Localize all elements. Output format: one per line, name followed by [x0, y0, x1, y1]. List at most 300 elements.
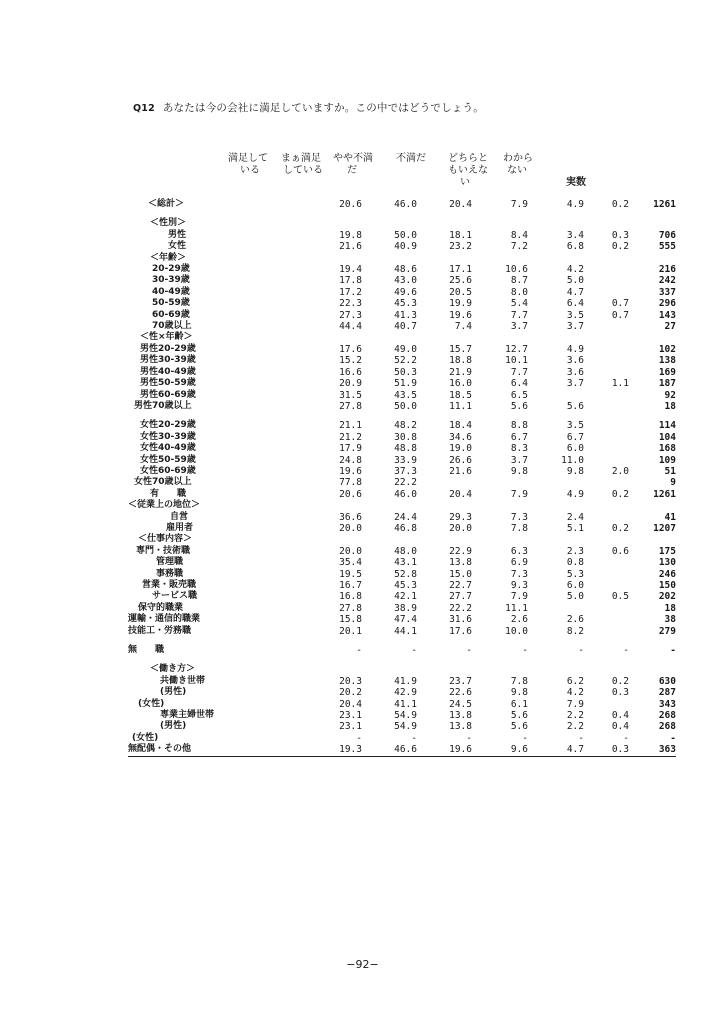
cell-value: [275, 218, 362, 229]
cell-value: 23.7: [449, 675, 472, 687]
row-label: 女性20-29歳: [140, 420, 196, 431]
cell-value: 48.6: [394, 264, 417, 276]
row-label: (男性): [160, 721, 187, 732]
cell-value: 6.8: [566, 241, 584, 253]
cell-value: 20.0: [339, 522, 362, 534]
cell-value: 10.0: [505, 625, 528, 637]
cell-value: -: [466, 645, 472, 657]
cell-value: 2.6: [566, 614, 584, 626]
cell-value: 3.7: [566, 321, 584, 333]
table-row: [128, 344, 676, 355]
table-row: [128, 626, 676, 637]
cell-value: [275, 332, 362, 343]
cell-value: 43.5: [394, 389, 417, 401]
cell-value: 6.4: [566, 298, 584, 310]
cell-value: 0.7: [611, 298, 629, 310]
row-label: 40-49歳: [152, 286, 190, 297]
cell-value: 15.0: [449, 568, 472, 580]
question-body: あなたは今の会社に満足していますか。この中ではどうでしょう。: [162, 102, 484, 114]
cell-value: [584, 477, 629, 488]
cell-count: 202: [658, 591, 676, 603]
spacer-row: [128, 412, 676, 420]
cell-value: 6.7: [566, 431, 584, 443]
cell-value: 7.9: [566, 698, 584, 710]
cell-value: [584, 432, 629, 443]
cell-value: 19.4: [339, 264, 362, 276]
cell-value: [528, 218, 584, 229]
cell-value: 7.7: [510, 366, 528, 378]
cell-count: [629, 534, 676, 545]
cell-value: 4.7: [528, 744, 584, 756]
row-label: 70歳以上: [152, 321, 192, 332]
cell-value: -: [522, 732, 528, 744]
cell-count: 337: [658, 286, 676, 298]
cell-count: 168: [658, 443, 676, 455]
cell-value: [472, 500, 528, 511]
cell-count: 706: [658, 229, 676, 241]
cell-value: 21.6: [339, 241, 362, 253]
cell-value: [584, 603, 629, 614]
cell-count: 150: [658, 580, 676, 591]
cell-value: [584, 664, 629, 675]
cell-value: 3.5: [566, 309, 584, 321]
table-row: [128, 489, 676, 500]
table-row: [128, 569, 676, 580]
cell-value: 20.1: [339, 625, 362, 637]
row-label: 専業主婦世帯: [160, 710, 215, 721]
cell-value: 19.8: [339, 229, 362, 241]
cell-count: [629, 218, 676, 229]
cell-value: -: [411, 645, 417, 657]
cell-value: 3.4: [566, 229, 584, 241]
cell-value: 9.8: [510, 465, 528, 477]
cell-count: 187: [658, 378, 676, 390]
table-row: [128, 310, 676, 321]
cell-value: 46.0: [394, 199, 417, 210]
cell-value: [417, 332, 472, 343]
cell-value: 22.2: [449, 602, 472, 614]
table-row: [128, 264, 676, 275]
cell-value: 77.8: [339, 477, 362, 489]
table-row: [128, 733, 676, 744]
cell-value: 24.5: [449, 698, 472, 710]
cell-value: [275, 664, 362, 675]
cell-value: 8.2: [566, 625, 584, 637]
row-label: 男性70歳以上: [134, 400, 192, 411]
cell-value: [584, 332, 629, 343]
row-label: 専門・技術職: [136, 545, 191, 556]
cell-value: 42.9: [394, 687, 417, 699]
cell-value: 20.4: [339, 698, 362, 710]
cell-value: 4.9: [566, 199, 584, 210]
cell-value: 6.2: [566, 675, 584, 687]
cell-value: 6.9: [510, 557, 528, 569]
cell-value: 0.4: [611, 710, 629, 722]
row-label: 管理職: [156, 557, 184, 568]
cell-value: [584, 420, 629, 431]
cell-value: 1.1: [611, 378, 629, 390]
cell-value: [528, 253, 584, 264]
table-row: [128, 676, 676, 687]
cell-value: 16.7: [339, 580, 362, 591]
cell-count: [629, 253, 676, 264]
cell-value: 48.0: [394, 545, 417, 557]
cell-value: 41.3: [394, 309, 417, 321]
cell-count: 18: [664, 400, 676, 412]
cell-value: 0.5: [611, 591, 629, 603]
cell-value: [528, 603, 584, 614]
cell-value: 18.5: [449, 389, 472, 401]
cell-value: 7.8: [510, 522, 528, 534]
cell-value: -: [578, 645, 584, 657]
spacer-row: [128, 656, 676, 664]
cell-value: 40.9: [394, 241, 417, 253]
cell-value: 6.4: [510, 378, 528, 390]
cell-value: 5.4: [510, 298, 528, 310]
cell-value: 48.2: [394, 420, 417, 432]
row-label: 運輸・通信的職業: [128, 614, 201, 625]
table-row: [128, 321, 676, 332]
header-col-neither: どちらと もいえな い: [448, 153, 488, 188]
cell-value: [584, 512, 629, 523]
cell-count: 130: [658, 557, 676, 569]
cell-value: 0.2: [611, 488, 629, 500]
cell-value: 16.6: [339, 366, 362, 378]
cell-value: 31.5: [339, 389, 362, 401]
cell-count: 18: [664, 602, 676, 614]
question-text: [133, 100, 484, 115]
table-row: [128, 275, 676, 286]
cell-value: 13.8: [449, 710, 472, 722]
cell-value: [584, 344, 629, 355]
cell-value: [472, 477, 528, 488]
cell-value: [584, 275, 629, 286]
cell-value: [584, 569, 629, 580]
cell-value: 50.0: [394, 400, 417, 412]
cell-count: 143: [658, 309, 676, 321]
row-label: 男性50-59歳: [140, 378, 196, 389]
cell-value: 7.3: [510, 568, 528, 580]
cell-value: 3.7: [510, 454, 528, 466]
cell-value: 7.9: [510, 199, 528, 210]
cell-value: 0.8: [566, 557, 584, 569]
cell-value: 27.3: [339, 309, 362, 321]
table-row: [128, 477, 676, 488]
cell-value: [362, 534, 417, 545]
row-label: ＜従業上の地位＞: [128, 500, 201, 511]
cell-value: 9.3: [510, 580, 528, 591]
cell-value: 45.3: [394, 580, 417, 591]
cell-value: 9.8: [510, 687, 528, 699]
cell-value: 15.8: [339, 614, 362, 626]
cell-value: [417, 477, 472, 488]
cell-value: 3.6: [566, 355, 584, 367]
cell-value: 5.1: [566, 522, 584, 534]
satisfaction-table: [128, 199, 676, 757]
table-row: [128, 355, 676, 366]
cell-count: 279: [658, 625, 676, 637]
cell-value: 7.3: [510, 511, 528, 523]
cell-value: 2.2: [566, 710, 584, 722]
cell-value: 22.9: [449, 545, 472, 557]
cell-value: 22.2: [394, 477, 417, 489]
row-label: 事務職: [156, 568, 184, 579]
cell-value: 29.3: [449, 511, 472, 523]
cell-value: 20.0: [449, 522, 472, 534]
row-label: 男性20-29歳: [140, 343, 196, 354]
cell-value: [472, 253, 528, 264]
row-label: ＜年齢＞: [150, 252, 187, 263]
cell-value: 51.9: [394, 378, 417, 390]
cell-value: 4.2: [566, 264, 584, 276]
table-row: [128, 523, 676, 534]
row-label: 女性50-59歳: [140, 454, 196, 465]
cell-value: 7.2: [510, 241, 528, 253]
cell-count: 343: [658, 698, 676, 710]
cell-value: 4.2: [566, 687, 584, 699]
cell-value: 17.6: [339, 343, 362, 355]
cell-value: 16.8: [339, 591, 362, 603]
cell-value: [584, 557, 629, 568]
cell-value: 35.4: [339, 557, 362, 569]
cell-value: 2.6: [510, 614, 528, 626]
cell-value: 16.0: [449, 378, 472, 390]
table-row: [128, 420, 676, 431]
table-row: [128, 390, 676, 401]
row-label: 女性: [168, 241, 187, 252]
cell-value: 11.0: [561, 454, 584, 466]
cell-value: 34.6: [449, 431, 472, 443]
cell-value: 2.3: [566, 545, 584, 557]
row-label: (女性): [138, 698, 165, 709]
cell-value: 19.6: [339, 465, 362, 477]
row-label: 雇用者: [166, 522, 194, 533]
cell-value: 8.0: [510, 286, 528, 298]
row-label: 共働き世帯: [160, 675, 206, 686]
cell-value: 5.6: [566, 400, 584, 412]
cell-value: 46.6: [362, 744, 417, 756]
cell-value: 27.7: [449, 591, 472, 603]
cell-value: [584, 264, 629, 275]
cell-value: [362, 253, 417, 264]
row-label: 20-29歳: [152, 264, 190, 275]
cell-count: 296: [658, 298, 676, 310]
cell-value: 8.4: [510, 229, 528, 241]
cell-value: [362, 664, 417, 675]
cell-value: 3.6: [566, 366, 584, 378]
table-row: [128, 401, 676, 412]
cell-value: 36.6: [339, 511, 362, 523]
cell-value: 13.8: [449, 721, 472, 733]
cell-value: 8.8: [510, 420, 528, 432]
row-label: 女性60-69歳: [140, 465, 196, 476]
cell-count: 287: [658, 687, 676, 699]
cell-value: 30.8: [394, 431, 417, 443]
cell-value: 45.3: [394, 298, 417, 310]
cell-value: [584, 253, 629, 264]
table-row: [128, 241, 676, 252]
cell-value: [362, 500, 417, 511]
table-row: [128, 432, 676, 443]
cell-count: 102: [658, 343, 676, 355]
cell-value: 43.1: [394, 557, 417, 569]
row-label: ＜性×年齢＞: [140, 332, 193, 343]
table-row: [128, 710, 676, 721]
cell-value: 23.2: [449, 241, 472, 253]
cell-value: 38.9: [394, 602, 417, 614]
cell-value: [528, 332, 584, 343]
cell-value: 46.8: [394, 522, 417, 534]
row-label: (女性): [132, 732, 159, 743]
cell-value: 3.5: [566, 420, 584, 432]
cell-value: [584, 355, 629, 366]
row-label: 30-39歳: [152, 275, 190, 286]
cell-value: 41.9: [394, 675, 417, 687]
cell-value: 12.7: [505, 343, 528, 355]
row-label: 保守的職業: [138, 602, 184, 613]
cell-value: 19.3: [275, 744, 362, 756]
cell-value: 4.7: [566, 286, 584, 298]
cell-value: 20.9: [339, 378, 362, 390]
cell-value: 7.8: [510, 675, 528, 687]
cell-count: 38: [664, 614, 676, 626]
cell-value: [417, 218, 472, 229]
cell-count: 138: [658, 355, 676, 367]
row-label: 女性30-39歳: [140, 431, 196, 442]
cell-value: 8.3: [510, 443, 528, 455]
cell-value: 4.9: [566, 488, 584, 500]
cell-value: 15.2: [339, 355, 362, 367]
cell-value: 11.1: [505, 602, 528, 614]
cell-value: 52.2: [394, 355, 417, 367]
table-row: [128, 664, 676, 675]
cell-value: 17.1: [449, 264, 472, 276]
header-col-dont-know: わから ない: [503, 153, 533, 176]
table-row: [128, 721, 676, 732]
cell-value: 23.1: [339, 710, 362, 722]
table-row: [128, 466, 676, 477]
cell-count: 363: [629, 744, 676, 756]
cell-value: [584, 699, 629, 710]
cell-value: 49.0: [394, 343, 417, 355]
table-row: [128, 512, 676, 523]
cell-value: 18.4: [449, 420, 472, 432]
table-body: [128, 199, 676, 756]
row-label: 無配偶・その他: [128, 744, 275, 756]
cell-value: [528, 477, 584, 488]
cell-value: [528, 500, 584, 511]
table-row: [128, 218, 676, 229]
cell-value: 21.9: [449, 366, 472, 378]
cell-value: 17.6: [449, 625, 472, 637]
cell-value: 22.3: [339, 298, 362, 310]
cell-value: 0.2: [611, 675, 629, 687]
cell-value: [584, 443, 629, 454]
cell-count: 1261: [653, 199, 676, 210]
cell-value: 17.2: [339, 286, 362, 298]
cell-value: [417, 534, 472, 545]
cell-value: 2.2: [566, 721, 584, 733]
cell-value: 0.2: [611, 241, 629, 253]
cell-value: 22.6: [449, 687, 472, 699]
row-label: 50-59歳: [152, 298, 190, 309]
cell-value: 50.3: [394, 366, 417, 378]
row-label: サービス職: [152, 591, 198, 602]
header-col-somewhat-dissatisfied: やや不満 だ: [333, 153, 373, 176]
table-row: [128, 614, 676, 625]
cell-count: 9: [670, 477, 676, 489]
cell-count: 630: [658, 675, 676, 687]
cell-value: [584, 367, 629, 378]
table-row: [128, 645, 676, 656]
cell-value: 8.7: [510, 275, 528, 287]
cell-value: 20.2: [339, 687, 362, 699]
table-row: [128, 378, 676, 389]
table-row: [128, 253, 676, 264]
cell-value: 44.1: [394, 625, 417, 637]
cell-value: 18.8: [449, 355, 472, 367]
cell-value: [472, 332, 528, 343]
row-label: 男性60-69歳: [140, 389, 196, 400]
cell-value: 46.0: [394, 488, 417, 500]
cell-value: 10.1: [505, 355, 528, 367]
cell-value: 21.2: [339, 431, 362, 443]
cell-value: -: [623, 645, 629, 657]
cell-value: [528, 664, 584, 675]
cell-value: 41.1: [394, 698, 417, 710]
row-label: ＜仕事内容＞: [138, 534, 193, 545]
cell-value: [417, 253, 472, 264]
cell-value: 20.3: [339, 675, 362, 687]
table-row: [128, 367, 676, 378]
cell-value: 6.7: [510, 431, 528, 443]
cell-value: 49.6: [394, 286, 417, 298]
spacer-row: [128, 210, 676, 218]
cell-value: 21.1: [339, 420, 362, 432]
cell-value: 15.7: [449, 343, 472, 355]
cell-value: 18.1: [449, 229, 472, 241]
cell-count: 555: [658, 241, 676, 253]
table-row: [128, 744, 676, 756]
header-col-somewhat-satisfied: まぁ満足 している: [281, 153, 323, 176]
cell-value: [528, 534, 584, 545]
cell-value: 5.6: [510, 400, 528, 412]
table-row: [128, 199, 676, 210]
cell-value: 20.5: [449, 286, 472, 298]
cell-value: 43.0: [394, 275, 417, 287]
row-label: 60-69歳: [152, 309, 190, 320]
cell-value: 27.8: [339, 400, 362, 412]
table-row: [128, 455, 676, 466]
cell-value: 6.0: [566, 580, 584, 591]
cell-value: 47.4: [394, 614, 417, 626]
cell-value: -: [356, 645, 362, 657]
row-label: 女性70歳以上: [134, 477, 192, 488]
cell-value: [275, 500, 362, 511]
cell-value: 25.6: [449, 275, 472, 287]
row-label: (男性): [160, 687, 187, 698]
row-label: ＜性別＞: [150, 218, 187, 229]
table-row: [128, 591, 676, 602]
cell-value: [584, 218, 629, 229]
cell-value: [275, 534, 362, 545]
header-col-dissatisfied: 不満だ: [396, 153, 426, 164]
cell-value: 7.9: [510, 591, 528, 603]
cell-value: 24.8: [339, 454, 362, 466]
cell-value: [584, 321, 629, 332]
row-label: 男性30-39歳: [140, 355, 196, 366]
cell-value: [472, 664, 528, 675]
